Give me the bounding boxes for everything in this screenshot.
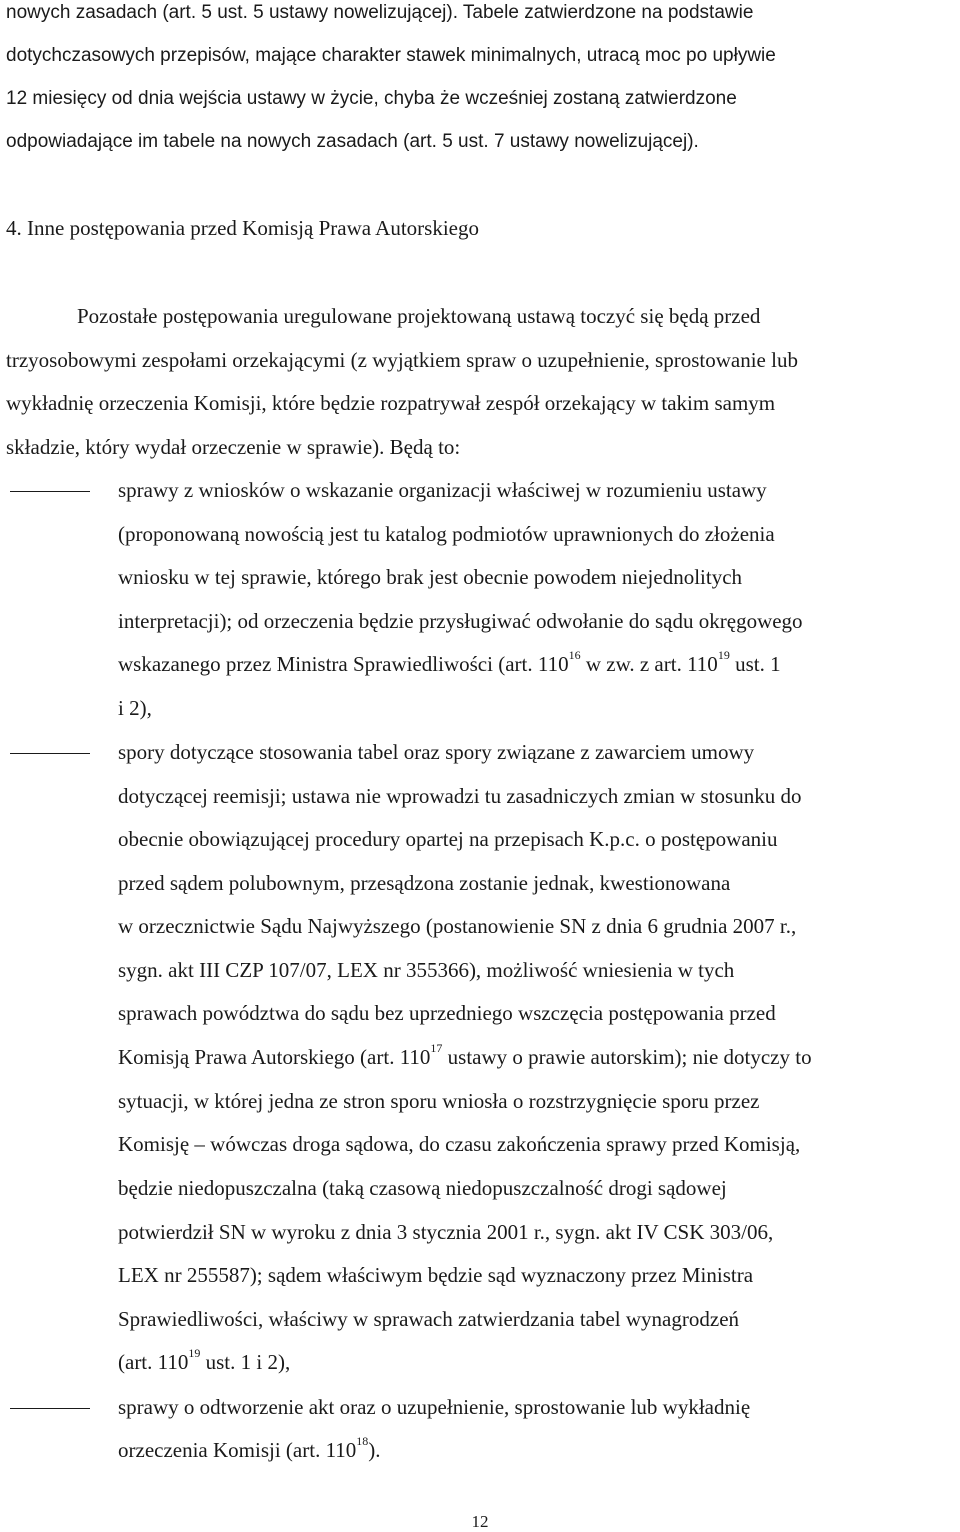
item1-line-1: sprawy z wniosków o wskazanie organizacji właściwej w rozumieniu ustawy	[118, 478, 767, 502]
item2-line-13: LEX nr 255587); sądem właściwym będzie sąd wyznaczony przez Ministra	[118, 1263, 754, 1287]
item1-line-3: wniosku w tej sprawie, którego brak jest obecnie powodem niejednolitych	[118, 565, 743, 589]
para-line-1: Pozostałe postępowania uregulowane projektowaną ustawą toczyć się będą przed	[77, 304, 761, 328]
list-dash-1	[10, 491, 90, 492]
footnote-ref: 18	[356, 1434, 369, 1448]
intro-line-1: nowych zasadach (art. 5 ust. 5 ustawy nowelizującej). Tabele zatwierdzone na podstawie	[6, 2, 754, 23]
footnote-ref: 19	[717, 648, 730, 662]
item2-line-8: Komisją Prawa Autorskiego (art. $110^{17}$ ustawy o prawie autorskim); nie dotyczy to	[118, 1041, 812, 1069]
list-dash-3	[10, 1408, 90, 1409]
item2-line-7: sprawach powództwa do sądu bez uprzedniego wszczęcia postępowania przed	[118, 1001, 776, 1025]
intro-line-4: odpowiadające im tabele na nowych zasadach (art. 5 ust. 7 ustawy nowelizującej).	[6, 131, 699, 152]
item1-line-5: wskazanego przez Ministra Sprawiedliwości (art. $110^{16}$ w zw. z art. $110^{19}$ ust. 1	[118, 648, 781, 676]
item2-line-15: (art. $110^{19}$ ust. 1 i 2),	[118, 1346, 291, 1374]
para-line-4: składzie, który wydał orzeczenie w sprawie). Będą to:	[6, 435, 461, 459]
footnote-ref: 16	[568, 648, 581, 662]
item2-line-1: spory dotyczące stosowania tabel oraz spory związane z zawarciem umowy	[118, 740, 755, 764]
item2-line-9: sytuacji, w której jedna ze stron sporu wniosła o rozstrzygnięcie sporu przez	[118, 1089, 760, 1113]
item2-line-12: potwierdził SN w wyroku z dnia 3 stycznia 2001 r., sygn. akt IV CSK 303/06,	[118, 1220, 774, 1244]
section-heading: 4. Inne postępowania przed Komisją Prawa Autorskiego	[6, 216, 479, 240]
item3-line-2: orzeczenia Komisji (art. $110^{18}$).	[118, 1434, 381, 1462]
para-line-3: wykładnię orzeczenia Komisji, które będzie rozpatrywał zespół orzekający w takim samym	[6, 391, 776, 415]
intro-line-3: 12 miesięcy od dnia wejścia ustawy w życie, chyba że wcześniej zostaną zatwierdzone	[6, 88, 737, 109]
item3-line-1: sprawy o odtworzenie akt oraz o uzupełnienie, sprostowanie lub wykładnię	[118, 1395, 751, 1419]
item2-line-4: przed sądem polubownym, przesądzona zostanie jednak, kwestionowana	[118, 871, 731, 895]
item2-line-11: będzie niedopuszczalna (taką czasową niedopuszczalność drogi sądowej	[118, 1176, 727, 1200]
footnote-ref: 17	[430, 1041, 443, 1055]
item1-line-6: i 2),	[118, 696, 152, 720]
item2-line-10: Komisję – wówczas droga sądowa, do czasu zakończenia sprawy przed Komisją,	[118, 1132, 801, 1156]
page-number: 12	[471, 1512, 489, 1531]
item2-line-5: w orzecznictwie Sądu Najwyższego (postanowienie SN z dnia 6 grudnia 2007 r.,	[118, 914, 797, 938]
item2-line-14: Sprawiedliwości, właściwy w sprawach zatwierdzania tabel wynagrodzeń	[118, 1307, 740, 1331]
item1-line-4: interpretacji); od orzeczenia będzie przysługiwać odwołanie do sądu okręgowego	[118, 609, 803, 633]
item2-line-3: obecnie obowiązującej procedury opartej na przepisach K.p.c. o postępowaniu	[118, 827, 778, 851]
item2-line-2: dotyczącej reemisji; ustawa nie wprowadzi tu zasadniczych zmian w stosunku do	[118, 784, 802, 808]
footnote-ref: 19	[188, 1346, 201, 1360]
list-dash-2	[10, 753, 90, 754]
item2-line-6: sygn. akt III CZP 107/07, LEX nr 355366), możliwość wniesienia w tych	[118, 958, 735, 982]
item1-line-2: (proponowaną nowością jest tu katalog podmiotów uprawnionych do złożenia	[118, 522, 775, 546]
para-line-2: trzyosobowymi zespołami orzekającymi (z wyjątkiem spraw o uzupełnienie, sprostowanie lub	[6, 348, 798, 372]
intro-line-2: dotychczasowych przepisów, mające charakter stawek minimalnych, utracą moc po upływie	[6, 45, 776, 66]
